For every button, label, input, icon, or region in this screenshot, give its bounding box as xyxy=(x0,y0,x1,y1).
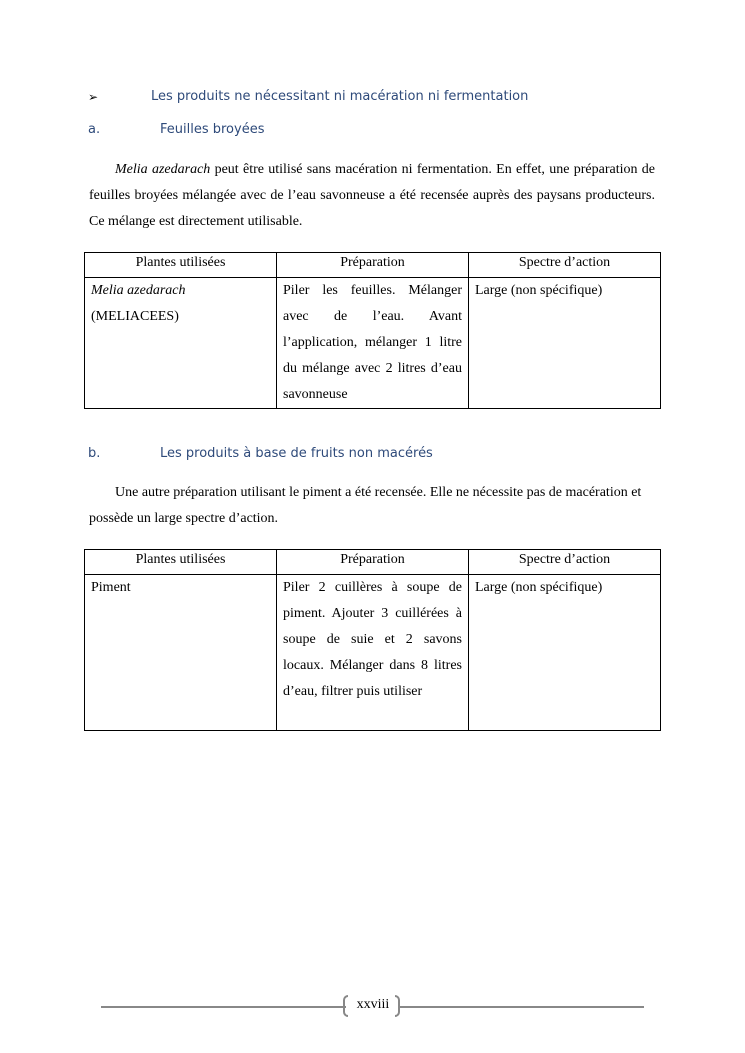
table-header-row xyxy=(85,253,661,278)
table-row xyxy=(85,278,661,409)
paragraph-a-text: peut être utilisé sans macération ni fermentation. En effet, une préparation de feuilles broyées mélangée avec de l’eau savonneuse a été recensée auprès des paysans producteurs. Ce mélange est directement utilisable. xyxy=(89,162,655,229)
header-preparation: Préparation xyxy=(277,550,469,575)
cell-spectrum: Large (non spécifique) xyxy=(469,575,661,731)
cell-plant: Piment xyxy=(85,575,277,731)
section-heading: Les produits ne nécessitant ni macération ni fermentation xyxy=(151,89,529,104)
cell-spectrum: Large (non spécifique) xyxy=(469,278,661,409)
plant-family: (MELIACEES) xyxy=(91,309,179,324)
subsection-a-title: Feuilles broyées xyxy=(160,122,265,137)
table-melia xyxy=(84,252,661,409)
footer-rule-left xyxy=(101,1006,346,1008)
arrow-bullet-icon: ➢ xyxy=(88,90,99,104)
species-name: Melia azedarach xyxy=(115,162,211,177)
footer-bracket-left xyxy=(343,995,348,1017)
page-number: xxviii xyxy=(356,997,390,1012)
cell-preparation: Piler 2 cuillères à soupe de piment. Ajouter 3 cuillérées à soupe de suie et 2 savons locaux. Mélanger dans 8 litres d’eau, filtrer puis utiliser xyxy=(277,575,469,731)
cell-plant xyxy=(85,278,277,409)
paragraph-a xyxy=(89,157,655,235)
paragraph-b: Une autre préparation utilisant le piment a été recensée. Elle ne nécessite pas de macération et possède un large spectre d’action. xyxy=(89,485,642,526)
subsection-b-title: Les produits à base de fruits non macérés xyxy=(160,446,433,461)
header-spectrum: Spectre d’action xyxy=(469,253,661,278)
header-preparation: Préparation xyxy=(277,253,469,278)
subsection-a-letter: a. xyxy=(88,122,101,137)
subsection-b-letter: b. xyxy=(88,446,101,461)
table-row xyxy=(85,575,661,731)
header-spectrum: Spectre d’action xyxy=(469,550,661,575)
header-plants: Plantes utilisées xyxy=(85,550,277,575)
plant-name: Melia azedarach xyxy=(91,283,186,298)
table-header-row xyxy=(85,550,661,575)
table-piment xyxy=(84,549,661,731)
cell-preparation: Piler les feuilles. Mélanger avec de l’eau. Avant l’application, mélanger 1 litre du mélange avec 2 litres d’eau savonneuse xyxy=(277,278,469,409)
footer-rule-right xyxy=(398,1006,644,1008)
header-plants: Plantes utilisées xyxy=(85,253,277,278)
